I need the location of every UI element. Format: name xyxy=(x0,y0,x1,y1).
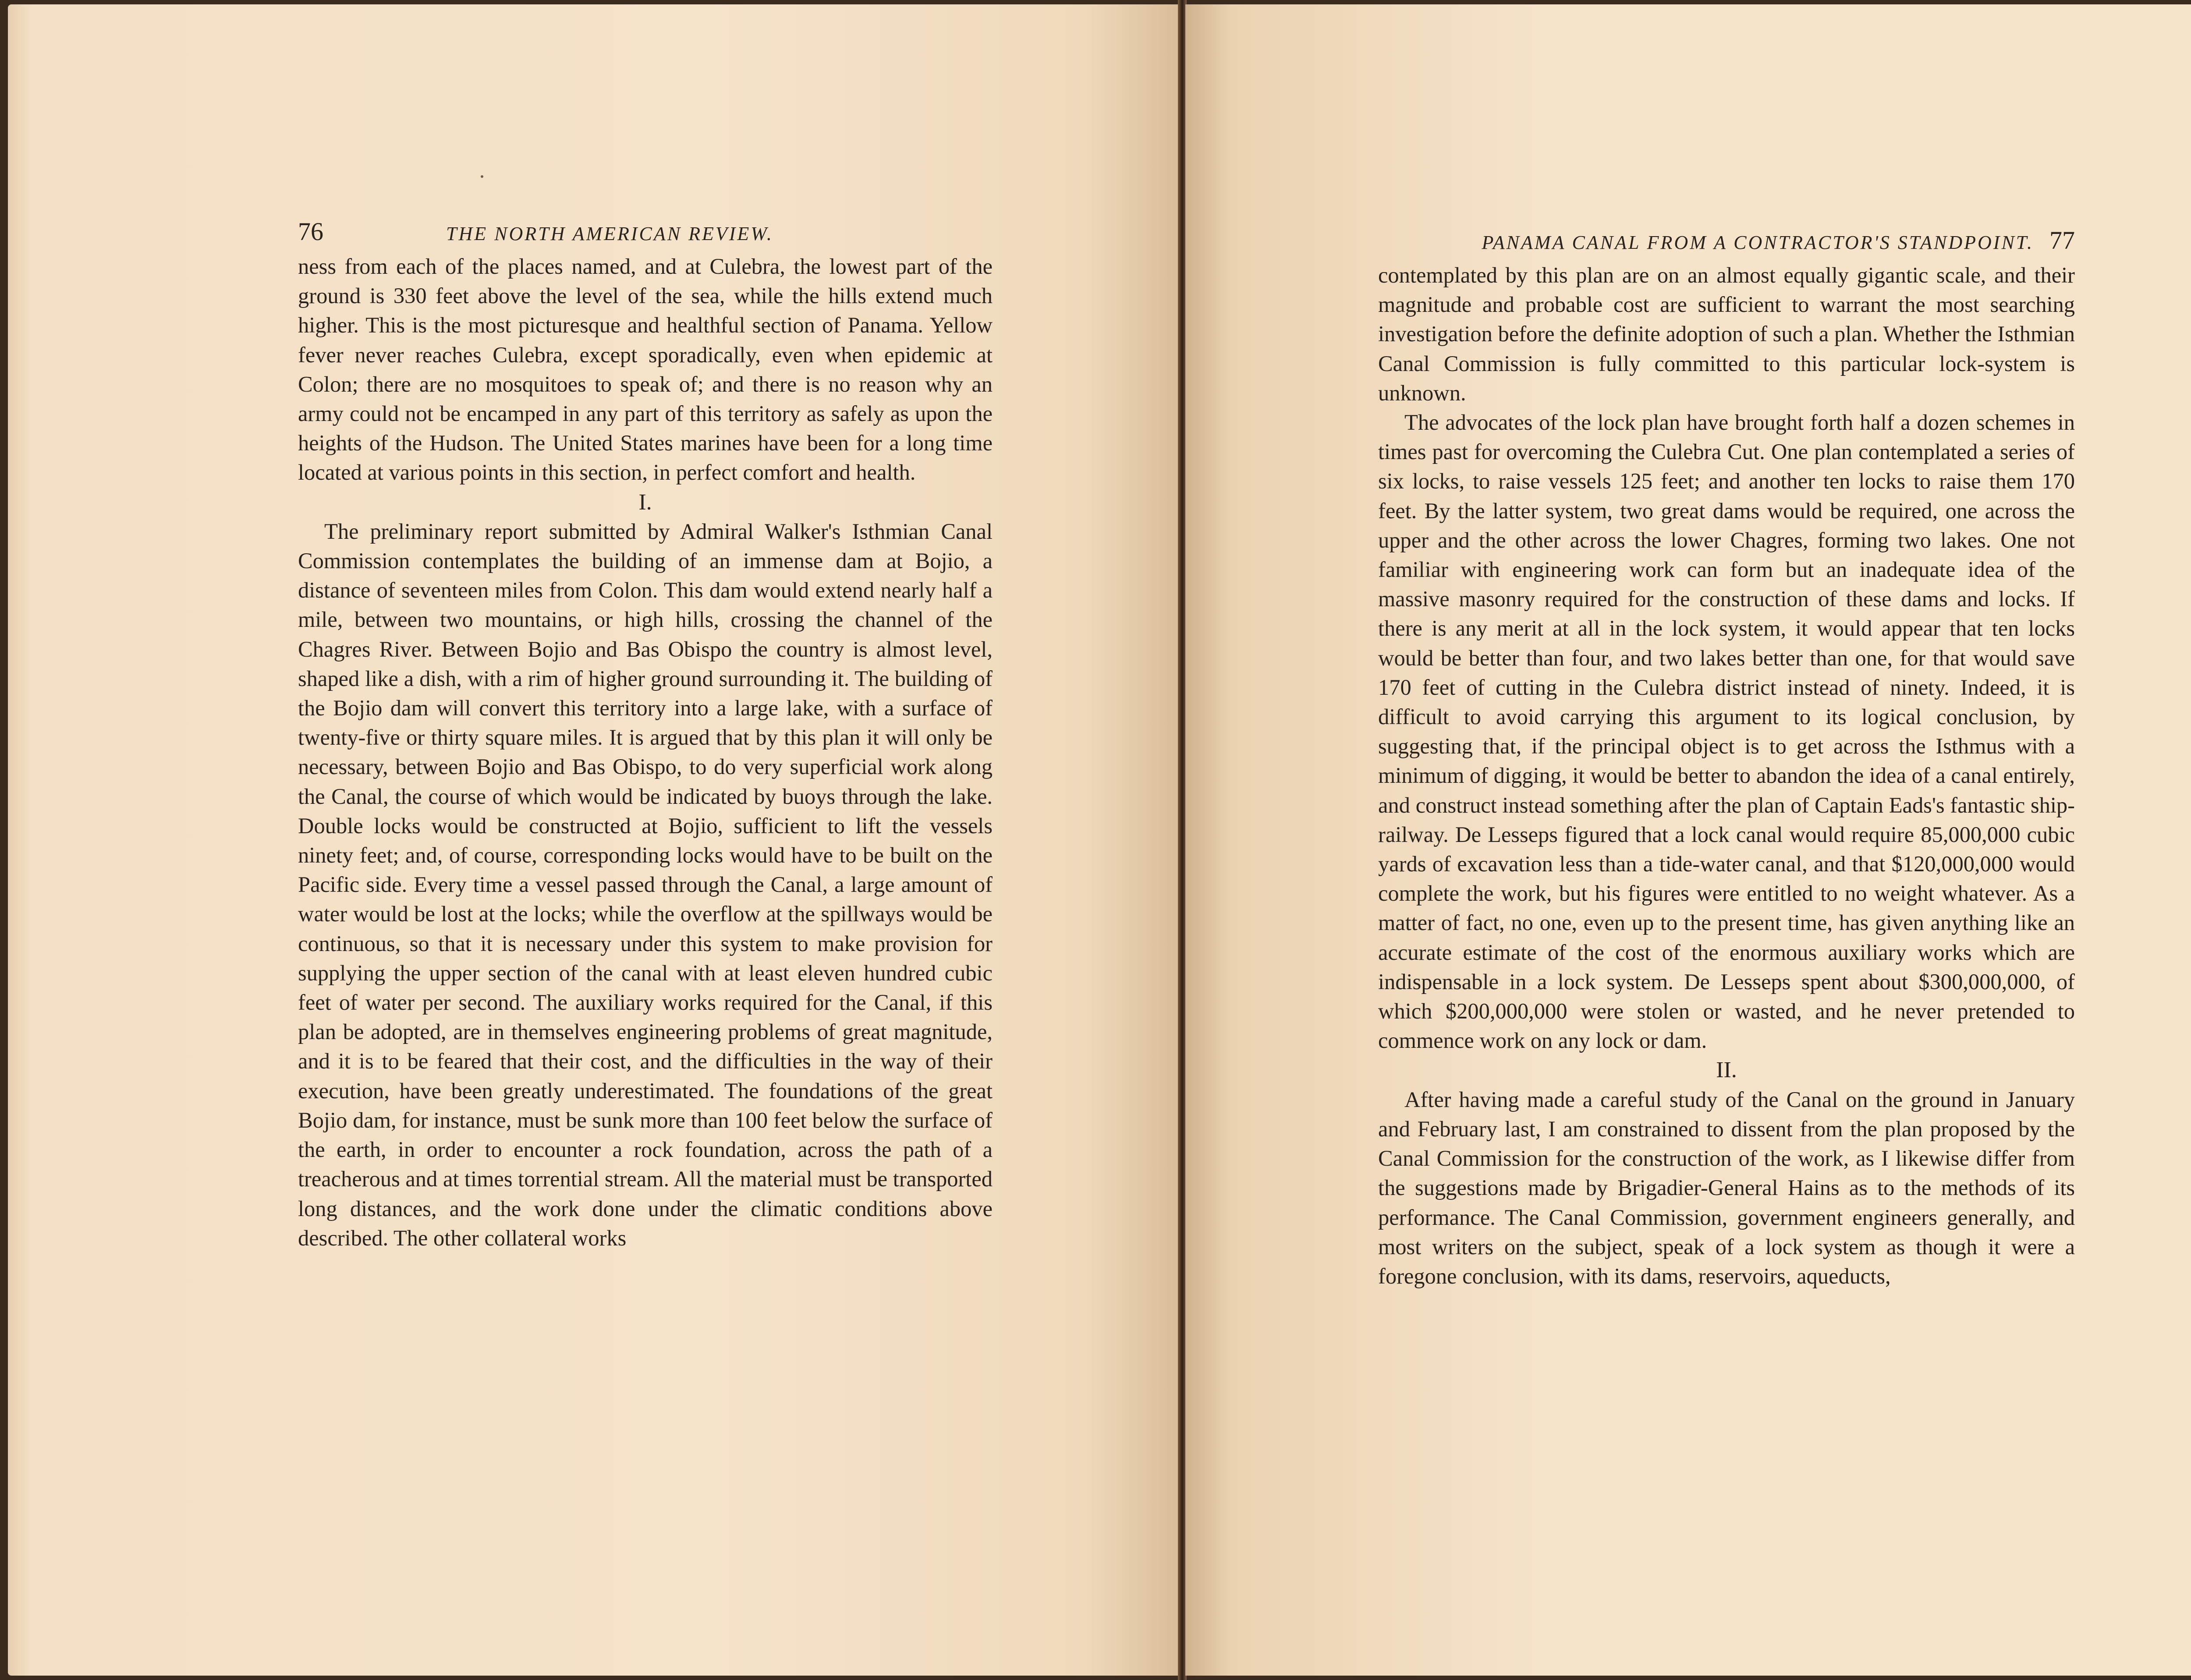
left-running-title: THE NORTH AMERICAN REVIEW. xyxy=(446,223,773,244)
section-numeral-1: I. xyxy=(638,489,652,515)
left-continued-paragraph: ness from each of the places named, and at Culebra, the lowest part of the ground is 330 feet above the level of the sea, while the hills extend much higher. This is the most picturesque and healthful section of Panama. Yellow fever never reaches Culebra, except sporadically, even when epidemic at Colon; there are no mosquitoes to speak of; and there is no reason why an army could not be encamped in any part of this territory as safely as upon the heights of the Hudson. The United States marines have been for a long time located at various points in this section, in perfect comfort and health. xyxy=(298,254,993,485)
section-1-paragraph: The preliminary report submitted by Admiral Walker's Isthmian Canal Commission contemplates the building of an immense dam at Bojio, a distance of seventeen miles from Colon. This dam would extend nearly half a mile, between two mountains, or high hills, crossing the channel of the Chagres River. Between Bojio and Bas Obispo the country is almost level, shaped like a dish, with a rim of higher ground surrounding it. The building of the Bojio dam will convert this territory into a large lake, with a surface of twenty-five or thirty square miles. It is argued that by this plan it will only be necessary, between Bojio and Bas Obispo, to do very superficial work along the Canal, the course of which would be indicated by buoys through the lake. Double locks would be constructed at Bojio, sufficient to lift the vessels ninety feet; and, of course, corresponding locks would have to be built on the Pacific side. Every time a vessel passed through the Canal, a large amount of water would be lost at the locks; while the overflow at the spillways would be continuous, so that it is necessary under this system to make provision for supplying the upper section of the canal with at least eleven hundred cubic feet of water per second. The auxiliary works required for the Canal, if this plan be adopted, are in themselves engineering problems of great magnitude, and it is to be feared that their cost, and the difficulties in the way of their execution, have been greatly underestimated. The foundations of the great Bojio dam, for instance, must be sunk more than 100 feet below the surface of the earth, in order to encounter a rock foundation, across the path of a treacherous and at times torrential stream. All the material must be transported long distances, and the work done under the climatic conditions above described. The other collateral works xyxy=(298,519,993,1250)
right-running-title: PANAMA CANAL FROM A CONTRACTOR'S STANDPOINT. xyxy=(1482,232,2034,253)
right-page-number: 77 xyxy=(2049,226,2075,255)
right-running-head xyxy=(1378,226,2075,261)
section-2-paragraph: After having made a careful study of the Canal on the ground in January and February last, I am constrained to dissent from the plan proposed by the Canal Commission for the construction of the work, as I likewise differ from the suggestions made by Brigadier-General Hains as to the methods of its performance. The Canal Commission, government engineers generally, and most writers on the subject, speak of a lock system as though it were a foregone conclusion, with its dams, reservoirs, aqueducts, xyxy=(1378,1087,2075,1288)
right-continued-paragraph: contemplated by this plan are on an almost equally gigantic scale, and their magnitude and probable cost are sufficient to warrant the most searching investigation before the definite adoption of such a plan. Whether the Isthmian Canal Commission is fully committed to this particular lock-system is unknown. xyxy=(1378,263,2075,405)
left-page-text xyxy=(298,217,993,1253)
advocates-paragraph: The advocates of the lock plan have brought forth half a dozen schemes in times past for overcoming the Culebra Cut. One plan contemplated a series of six locks, to raise vessels 125 feet; and another ten locks to raise them 170 feet. By the latter system, two great dams would be required, one across the upper and the other across the lower Chagres, forming two lakes. One not familiar with engineering work can form but an inadequate idea of the massive masonry required for the construction of these dams and locks. If there is any merit at all in the lock system, it would appear that ten locks would be better than four, and two lakes better than one, for that would save 170 feet of cutting in the Culebra district instead of ninety. Indeed, it is difficult to avoid carrying this argument to its logical conclusion, by suggesting that, if the principal object is to get across the Isthmus with a minimum of digging, it would be better to abandon the idea of a canal entirely, and construct instead something after the plan of Captain Eads's fantastic ship-railway. De Lesseps figured that a lock canal would require 85,000,000 cubic yards of excavation less than a tide-water canal, and that $120,000,000 would complete the work, but his figures were entitled to no weight whatever. As a matter of fact, no one, even up to the present time, has given anything like an accurate estimate of the cost of the enormous auxiliary works which are indispensable in a lock system. De Lesseps spent about $300,000,000, of which $200,000,000 were stolen or wasted, and he never pretended to commence work on any lock or dam. xyxy=(1378,410,2075,1053)
right-page-text xyxy=(1378,226,2075,1291)
left-running-head xyxy=(298,217,993,252)
left-page-number: 76 xyxy=(298,217,323,246)
paper-speck xyxy=(481,175,483,178)
section-numeral-2: II. xyxy=(1716,1058,1737,1083)
